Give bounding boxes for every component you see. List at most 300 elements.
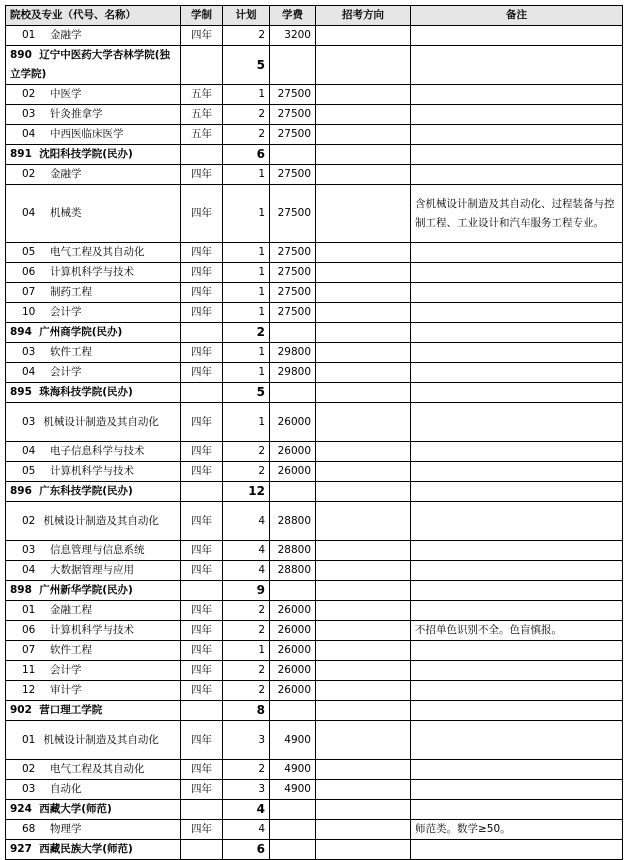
- direction-cell: [316, 561, 411, 581]
- years-cell: 四年: [181, 185, 223, 243]
- institution-name-cell: [6, 383, 181, 403]
- major-row: [6, 820, 623, 840]
- major-code: 02: [22, 88, 36, 100]
- years-cell: 四年: [181, 26, 223, 46]
- direction-cell: [316, 840, 411, 860]
- institution-plan-cell: 2: [223, 323, 270, 343]
- institution-name-cell: [6, 323, 181, 343]
- direction-cell: [316, 363, 411, 383]
- major-code: 02: [22, 763, 36, 775]
- major-name: 计算机科学与技术: [50, 624, 134, 636]
- fee-cell: 27500: [270, 263, 316, 283]
- plan-cell: 2: [223, 462, 270, 482]
- major-row: [6, 343, 623, 363]
- fee-cell: [270, 46, 316, 85]
- header-years: 学制: [181, 6, 223, 26]
- institution-name: 广州新华学院(民办): [39, 584, 133, 596]
- direction-cell: [316, 125, 411, 145]
- institution-row: [6, 581, 623, 601]
- major-name-cell: [6, 760, 181, 780]
- note-cell: [411, 800, 623, 820]
- institution-name: 广东科技学院(民办): [39, 485, 133, 497]
- years-cell: 四年: [181, 343, 223, 363]
- years-cell: 四年: [181, 661, 223, 681]
- plan-cell: 1: [223, 165, 270, 185]
- direction-cell: [316, 661, 411, 681]
- major-code: 04: [22, 564, 36, 576]
- header-plan: 计划: [223, 6, 270, 26]
- fee-cell: [270, 581, 316, 601]
- major-row: [6, 780, 623, 800]
- institution-name: 西藏民族大学(师范): [39, 843, 133, 855]
- major-name-cell: [6, 541, 181, 561]
- major-code: 06: [22, 266, 36, 278]
- major-row: [6, 601, 623, 621]
- institution-name-cell: [6, 701, 181, 721]
- note-cell: [411, 561, 623, 581]
- fee-cell: 4900: [270, 721, 316, 760]
- note-cell: [411, 283, 623, 303]
- major-name: 中西医临床医学: [50, 128, 124, 140]
- years-cell: 五年: [181, 125, 223, 145]
- institution-name-cell: [6, 482, 181, 502]
- major-code: 02: [22, 168, 36, 180]
- institution-name: 珠海科技学院(民办): [39, 386, 133, 398]
- major-row: [6, 462, 623, 482]
- fee-cell: 29800: [270, 363, 316, 383]
- major-name-cell: [6, 303, 181, 323]
- major-code: 03: [22, 108, 36, 120]
- note-cell: [411, 46, 623, 85]
- years-cell: [181, 581, 223, 601]
- plan-cell: 4: [223, 541, 270, 561]
- header-direction: 招考方向: [316, 6, 411, 26]
- note-cell: [411, 165, 623, 185]
- major-row: [6, 661, 623, 681]
- note-cell: [411, 26, 623, 46]
- major-row: [6, 442, 623, 462]
- direction-cell: [316, 105, 411, 125]
- major-name: 大数据管理与应用: [50, 564, 134, 576]
- major-code: 05: [22, 465, 36, 477]
- major-name-cell: [6, 641, 181, 661]
- plan-cell: 1: [223, 243, 270, 263]
- direction-cell: [316, 641, 411, 661]
- major-code: 03: [22, 415, 36, 428]
- major-row: [6, 403, 623, 442]
- institution-row: [6, 800, 623, 820]
- years-cell: [181, 46, 223, 85]
- years-cell: 四年: [181, 601, 223, 621]
- major-row: [6, 185, 623, 243]
- direction-cell: [316, 701, 411, 721]
- major-name-cell: [6, 185, 181, 243]
- major-code: 07: [22, 644, 36, 656]
- fee-cell: 26000: [270, 681, 316, 701]
- major-code: 11: [22, 664, 36, 676]
- fee-cell: 28800: [270, 502, 316, 541]
- major-row: [6, 243, 623, 263]
- institution-row: [6, 145, 623, 165]
- major-name-cell: [6, 85, 181, 105]
- institution-code: 898: [10, 584, 32, 596]
- major-name: 计算机科学与技术: [50, 465, 134, 477]
- institution-name: 西藏大学(师范): [39, 803, 112, 815]
- major-name-cell: [6, 263, 181, 283]
- years-cell: 四年: [181, 263, 223, 283]
- direction-cell: [316, 303, 411, 323]
- major-name: 电气工程及其自动化: [50, 763, 145, 775]
- major-code: 10: [22, 306, 36, 318]
- institution-name-cell: [6, 800, 181, 820]
- fee-cell: [270, 383, 316, 403]
- major-name: 审计学: [50, 684, 82, 696]
- institution-code: 902: [10, 704, 32, 716]
- fee-cell: 27500: [270, 243, 316, 263]
- direction-cell: [316, 541, 411, 561]
- header-note: 备注: [411, 6, 623, 26]
- note-cell: [411, 601, 623, 621]
- major-name: 针灸推拿学: [50, 108, 103, 120]
- plan-cell: 2: [223, 760, 270, 780]
- major-code: 03: [22, 346, 36, 358]
- note-cell: [411, 681, 623, 701]
- major-code: 04: [22, 445, 36, 457]
- years-cell: 五年: [181, 85, 223, 105]
- major-name: 中医学: [50, 88, 82, 100]
- major-code: 05: [22, 246, 36, 258]
- institution-plan-cell: 5: [223, 46, 270, 85]
- years-cell: 四年: [181, 681, 223, 701]
- years-cell: 四年: [181, 541, 223, 561]
- plan-cell: 1: [223, 641, 270, 661]
- major-name-cell: [6, 721, 181, 760]
- direction-cell: [316, 283, 411, 303]
- institution-code: 927: [10, 843, 32, 855]
- major-name: 计算机科学与技术: [50, 266, 134, 278]
- fee-cell: [270, 701, 316, 721]
- major-row: [6, 105, 623, 125]
- major-code: 07: [22, 286, 36, 298]
- fee-cell: 3200: [270, 26, 316, 46]
- major-name: 软件工程: [50, 644, 92, 656]
- note-cell: [411, 363, 623, 383]
- institution-code: 896: [10, 485, 32, 497]
- major-name-cell: [6, 343, 181, 363]
- direction-cell: [316, 85, 411, 105]
- major-code: 04: [22, 366, 36, 378]
- direction-cell: [316, 462, 411, 482]
- direction-cell: [316, 403, 411, 442]
- institution-row: [6, 482, 623, 502]
- years-cell: [181, 800, 223, 820]
- major-name-cell: [6, 283, 181, 303]
- major-row: [6, 641, 623, 661]
- fee-cell: 27500: [270, 303, 316, 323]
- major-name: 机械设计制造及其自动化: [43, 733, 159, 746]
- major-row: [6, 561, 623, 581]
- years-cell: 四年: [181, 283, 223, 303]
- institution-plan-cell: 4: [223, 800, 270, 820]
- fee-cell: 27500: [270, 165, 316, 185]
- years-cell: 四年: [181, 780, 223, 800]
- plan-cell: 2: [223, 621, 270, 641]
- fee-cell: 27500: [270, 283, 316, 303]
- major-name-cell: [6, 442, 181, 462]
- direction-cell: [316, 243, 411, 263]
- years-cell: 五年: [181, 105, 223, 125]
- institution-name-cell: [6, 46, 181, 85]
- major-row: [6, 125, 623, 145]
- direction-cell: [316, 165, 411, 185]
- major-name-cell: [6, 462, 181, 482]
- major-name-cell: [6, 363, 181, 383]
- direction-cell: [316, 343, 411, 363]
- major-name: 会计学: [50, 664, 82, 676]
- note-cell: 不招单色识别不全。色盲慎报。: [411, 621, 623, 641]
- note-cell: [411, 145, 623, 165]
- note-cell: 含机械设计制造及其自动化、过程装备与控制工程、工业设计和汽车服务工程专业。: [411, 185, 623, 243]
- institution-row: [6, 323, 623, 343]
- plan-cell: 3: [223, 780, 270, 800]
- fee-cell: [270, 840, 316, 860]
- direction-cell: [316, 46, 411, 85]
- institution-name-cell: [6, 840, 181, 860]
- major-code: 04: [22, 128, 36, 140]
- header-fee: 学费: [270, 6, 316, 26]
- plan-cell: 1: [223, 85, 270, 105]
- fee-cell: 29800: [270, 343, 316, 363]
- note-cell: [411, 303, 623, 323]
- note-cell: [411, 840, 623, 860]
- direction-cell: [316, 442, 411, 462]
- institution-plan-cell: 5: [223, 383, 270, 403]
- major-name: 电子信息科学与技术: [50, 445, 145, 457]
- institution-plan-cell: 6: [223, 145, 270, 165]
- years-cell: 四年: [181, 462, 223, 482]
- major-name-cell: [6, 621, 181, 641]
- fee-cell: 27500: [270, 85, 316, 105]
- major-name: 金融工程: [50, 604, 92, 616]
- major-name: 机械设计制造及其自动化: [43, 514, 159, 527]
- institution-row: [6, 840, 623, 860]
- major-name-cell: [6, 780, 181, 800]
- major-name-cell: [6, 820, 181, 840]
- direction-cell: [316, 26, 411, 46]
- plan-cell: 2: [223, 681, 270, 701]
- major-name-cell: [6, 26, 181, 46]
- plan-cell: 4: [223, 820, 270, 840]
- direction-cell: [316, 145, 411, 165]
- institution-code: 890: [10, 49, 32, 61]
- major-code: 03: [22, 544, 36, 556]
- fee-cell: [270, 323, 316, 343]
- note-cell: [411, 462, 623, 482]
- fee-cell: [270, 145, 316, 165]
- major-name-cell: [6, 165, 181, 185]
- note-cell: [411, 125, 623, 145]
- major-name: 会计学: [50, 366, 82, 378]
- plan-cell: 1: [223, 403, 270, 442]
- plan-cell: 1: [223, 303, 270, 323]
- institution-code: 891: [10, 148, 32, 160]
- institution-plan-cell: 9: [223, 581, 270, 601]
- major-row: [6, 681, 623, 701]
- years-cell: 四年: [181, 243, 223, 263]
- note-cell: [411, 383, 623, 403]
- note-cell: [411, 263, 623, 283]
- major-row: [6, 165, 623, 185]
- note-cell: [411, 323, 623, 343]
- institution-name: 沈阳科技学院(民办): [39, 148, 133, 160]
- institution-name-cell: [6, 581, 181, 601]
- plan-cell: 2: [223, 601, 270, 621]
- note-cell: [411, 243, 623, 263]
- major-code: 03: [22, 783, 36, 795]
- fee-cell: 26000: [270, 403, 316, 442]
- plan-cell: 1: [223, 363, 270, 383]
- note-cell: [411, 780, 623, 800]
- major-name: 会计学: [50, 306, 82, 318]
- major-name: 机械设计制造及其自动化: [43, 415, 159, 428]
- years-cell: [181, 840, 223, 860]
- years-cell: [181, 701, 223, 721]
- note-cell: [411, 442, 623, 462]
- major-name: 机械类: [50, 207, 82, 219]
- years-cell: 四年: [181, 442, 223, 462]
- direction-cell: [316, 383, 411, 403]
- institution-row: [6, 701, 623, 721]
- plan-cell: 2: [223, 125, 270, 145]
- major-code: 06: [22, 624, 36, 636]
- major-name-cell: [6, 561, 181, 581]
- plan-cell: 3: [223, 721, 270, 760]
- fee-cell: 27500: [270, 185, 316, 243]
- major-name: 金融学: [50, 29, 82, 41]
- fee-cell: 26000: [270, 661, 316, 681]
- institution-code: 894: [10, 326, 32, 338]
- note-cell: 师范类。数学≥50。: [411, 820, 623, 840]
- header-major: 院校及专业（代号、名称）: [6, 6, 181, 26]
- years-cell: 四年: [181, 641, 223, 661]
- direction-cell: [316, 323, 411, 343]
- note-cell: [411, 403, 623, 442]
- major-row: [6, 721, 623, 760]
- fee-cell: 27500: [270, 125, 316, 145]
- fee-cell: 26000: [270, 621, 316, 641]
- major-code: 01: [22, 604, 36, 616]
- direction-cell: [316, 581, 411, 601]
- years-cell: [181, 145, 223, 165]
- major-name-cell: [6, 403, 181, 442]
- major-name: 电气工程及其自动化: [50, 246, 145, 258]
- major-name: 信息管理与信息系统: [50, 544, 145, 556]
- note-cell: [411, 721, 623, 760]
- fee-cell: 26000: [270, 442, 316, 462]
- major-row: [6, 363, 623, 383]
- note-cell: [411, 581, 623, 601]
- note-cell: [411, 760, 623, 780]
- note-cell: [411, 502, 623, 541]
- major-name: 制药工程: [50, 286, 92, 298]
- institution-code: 924: [10, 803, 32, 815]
- note-cell: [411, 85, 623, 105]
- fee-cell: [270, 820, 316, 840]
- plan-cell: 2: [223, 442, 270, 462]
- fee-cell: 4900: [270, 780, 316, 800]
- institution-name: 营口理工学院: [39, 704, 103, 716]
- major-name-cell: [6, 105, 181, 125]
- major-name-cell: [6, 681, 181, 701]
- years-cell: [181, 323, 223, 343]
- fee-cell: 28800: [270, 541, 316, 561]
- institution-row: [6, 46, 623, 85]
- fee-cell: [270, 800, 316, 820]
- plan-cell: 1: [223, 185, 270, 243]
- years-cell: [181, 383, 223, 403]
- plan-cell: 1: [223, 343, 270, 363]
- note-cell: [411, 661, 623, 681]
- note-cell: [411, 482, 623, 502]
- institution-plan-cell: 6: [223, 840, 270, 860]
- fee-cell: 28800: [270, 561, 316, 581]
- institution-name: 广州商学院(民办): [39, 326, 123, 338]
- years-cell: 四年: [181, 621, 223, 641]
- fee-cell: 27500: [270, 105, 316, 125]
- years-cell: 四年: [181, 561, 223, 581]
- years-cell: [181, 482, 223, 502]
- note-cell: [411, 541, 623, 561]
- plan-cell: 1: [223, 263, 270, 283]
- major-row: [6, 26, 623, 46]
- note-cell: [411, 105, 623, 125]
- direction-cell: [316, 502, 411, 541]
- major-code: 02: [22, 514, 36, 527]
- years-cell: 四年: [181, 303, 223, 323]
- direction-cell: [316, 482, 411, 502]
- direction-cell: [316, 721, 411, 760]
- major-name-cell: [6, 125, 181, 145]
- major-name-cell: [6, 502, 181, 541]
- note-cell: [411, 343, 623, 363]
- years-cell: 四年: [181, 165, 223, 185]
- institution-name-cell: [6, 145, 181, 165]
- direction-cell: [316, 780, 411, 800]
- fee-cell: 26000: [270, 462, 316, 482]
- major-code: 04: [22, 207, 36, 219]
- header-row: [6, 6, 623, 26]
- major-row: [6, 85, 623, 105]
- direction-cell: [316, 185, 411, 243]
- years-cell: 四年: [181, 820, 223, 840]
- major-name: 金融学: [50, 168, 82, 180]
- plan-cell: 2: [223, 26, 270, 46]
- years-cell: 四年: [181, 721, 223, 760]
- major-code: 01: [22, 29, 36, 41]
- major-code: 01: [22, 733, 36, 746]
- note-cell: [411, 641, 623, 661]
- major-row: [6, 621, 623, 641]
- major-name-cell: [6, 601, 181, 621]
- years-cell: 四年: [181, 363, 223, 383]
- years-cell: 四年: [181, 760, 223, 780]
- fee-cell: 26000: [270, 601, 316, 621]
- institution-name: 辽宁中医药大学杏林学院(独立学院): [10, 49, 171, 80]
- major-row: [6, 502, 623, 541]
- major-name: 自动化: [50, 783, 82, 795]
- direction-cell: [316, 621, 411, 641]
- fee-cell: 26000: [270, 641, 316, 661]
